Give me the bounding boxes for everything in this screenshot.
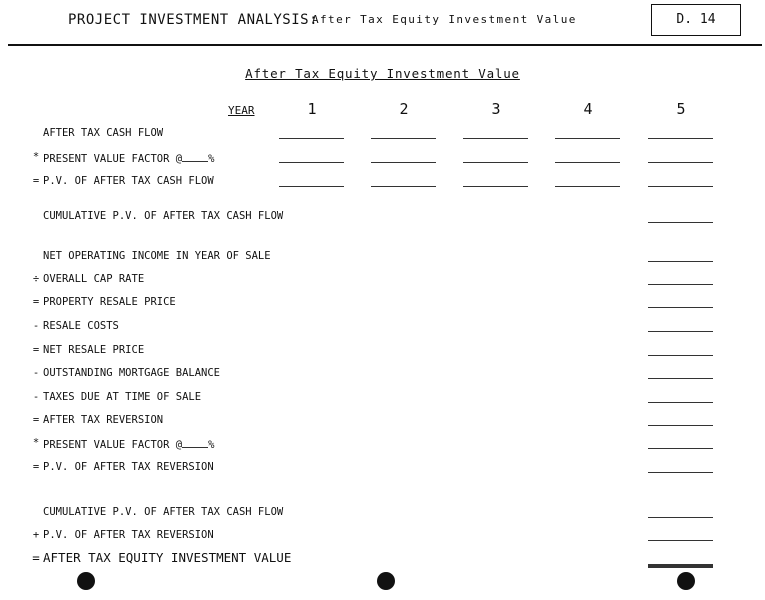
entry-line[interactable] [463,138,528,139]
row-label-cumulative-pv: CUMULATIVE P.V. OF AFTER TAX CASH FLOW [43,210,284,222]
row-operator: = [32,550,40,565]
entry-line[interactable] [648,517,713,518]
pv-factor-text: PRESENT VALUE FACTOR @ [43,439,183,451]
year-column-2: 2 [399,100,409,118]
entry-line[interactable] [371,162,436,163]
row-label-outstanding-mortgage: OUTSTANDING MORTGAGE BALANCE [43,367,221,379]
row-label-overall-cap-rate: OVERALL CAP RATE [43,273,145,285]
row-operator: * [32,151,40,163]
rate-blank[interactable] [182,437,208,448]
row-operator: - [32,320,40,332]
row-operator: = [32,344,40,356]
row-label-cumulative-pv-summary: CUMULATIVE P.V. OF AFTER TAX CASH FLOW [43,506,284,518]
row-operator: - [32,367,40,379]
percent-sign: % [208,153,215,165]
entry-line[interactable] [648,307,713,308]
row-operator: + [32,529,40,541]
percent-sign: % [208,439,215,451]
pv-factor-text: PRESENT VALUE FACTOR @ [43,153,183,165]
row-label-after-tax-reversion: AFTER TAX REVERSION [43,414,164,426]
year-column-3: 3 [491,100,501,118]
year-column-1: 1 [307,100,317,118]
entry-line[interactable] [279,162,344,163]
year-column-4: 4 [583,100,593,118]
entry-line[interactable] [648,186,713,187]
entry-line[interactable] [648,448,713,449]
punch-hole [677,572,695,590]
entry-line[interactable] [279,186,344,187]
row-label-pv-factor [43,151,214,165]
section-title-text: After Tax Equity Investment Value [245,66,520,81]
entry-line[interactable] [648,378,713,379]
row-label-noi-year-of-sale: NET OPERATING INCOME IN YEAR OF SALE [43,250,271,262]
entry-line[interactable] [555,162,620,163]
row-label-pv-factor-reversion [43,437,214,451]
entry-line[interactable] [463,162,528,163]
entry-line[interactable] [648,162,713,163]
entry-line[interactable] [648,284,713,285]
total-entry-line[interactable] [648,564,713,568]
row-operator: ÷ [32,273,40,285]
entry-line[interactable] [648,540,713,541]
entry-line[interactable] [648,425,713,426]
entry-line[interactable] [555,186,620,187]
row-operator: * [32,437,40,449]
row-operator: = [32,175,40,187]
form-title: PROJECT INVESTMENT ANALYSIS: [68,12,319,28]
row-label-net-resale-price: NET RESALE PRICE [43,344,145,356]
entry-line[interactable] [648,222,713,223]
row-label-equity-investment-value: AFTER TAX EQUITY INVESTMENT VALUE [43,550,292,565]
row-label-pv-after-tax-cash-flow: P.V. OF AFTER TAX CASH FLOW [43,175,214,187]
year-column-5: 5 [676,100,686,118]
entry-line[interactable] [648,472,713,473]
header-divider [8,44,762,46]
form-subtitle: After Tax Equity Investment Value [312,13,577,26]
page-number-box: D. 14 [651,4,741,36]
row-operator: = [32,296,40,308]
section-title [0,66,765,81]
row-label-resale-costs: RESALE COSTS [43,320,119,332]
row-operator: = [32,414,40,426]
row-operator: = [32,461,40,473]
entry-line[interactable] [648,355,713,356]
row-label-pv-after-tax-reversion: P.V. OF AFTER TAX REVERSION [43,461,214,473]
entry-line[interactable] [463,186,528,187]
entry-line[interactable] [648,331,713,332]
row-label-taxes-due: TAXES DUE AT TIME OF SALE [43,391,202,403]
entry-line[interactable] [371,138,436,139]
entry-line[interactable] [648,138,713,139]
entry-line[interactable] [648,261,713,262]
row-label-pv-reversion-summary: P.V. OF AFTER TAX REVERSION [43,529,214,541]
entry-line[interactable] [371,186,436,187]
entry-line[interactable] [555,138,620,139]
row-label-property-resale-price: PROPERTY RESALE PRICE [43,296,176,308]
punch-hole [77,572,95,590]
row-operator: - [32,391,40,403]
row-label-after-tax-cash-flow: AFTER TAX CASH FLOW [43,127,164,139]
entry-line[interactable] [279,138,344,139]
rate-blank[interactable] [182,151,208,162]
year-label: YEAR [228,104,255,117]
entry-line[interactable] [648,402,713,403]
punch-hole [377,572,395,590]
